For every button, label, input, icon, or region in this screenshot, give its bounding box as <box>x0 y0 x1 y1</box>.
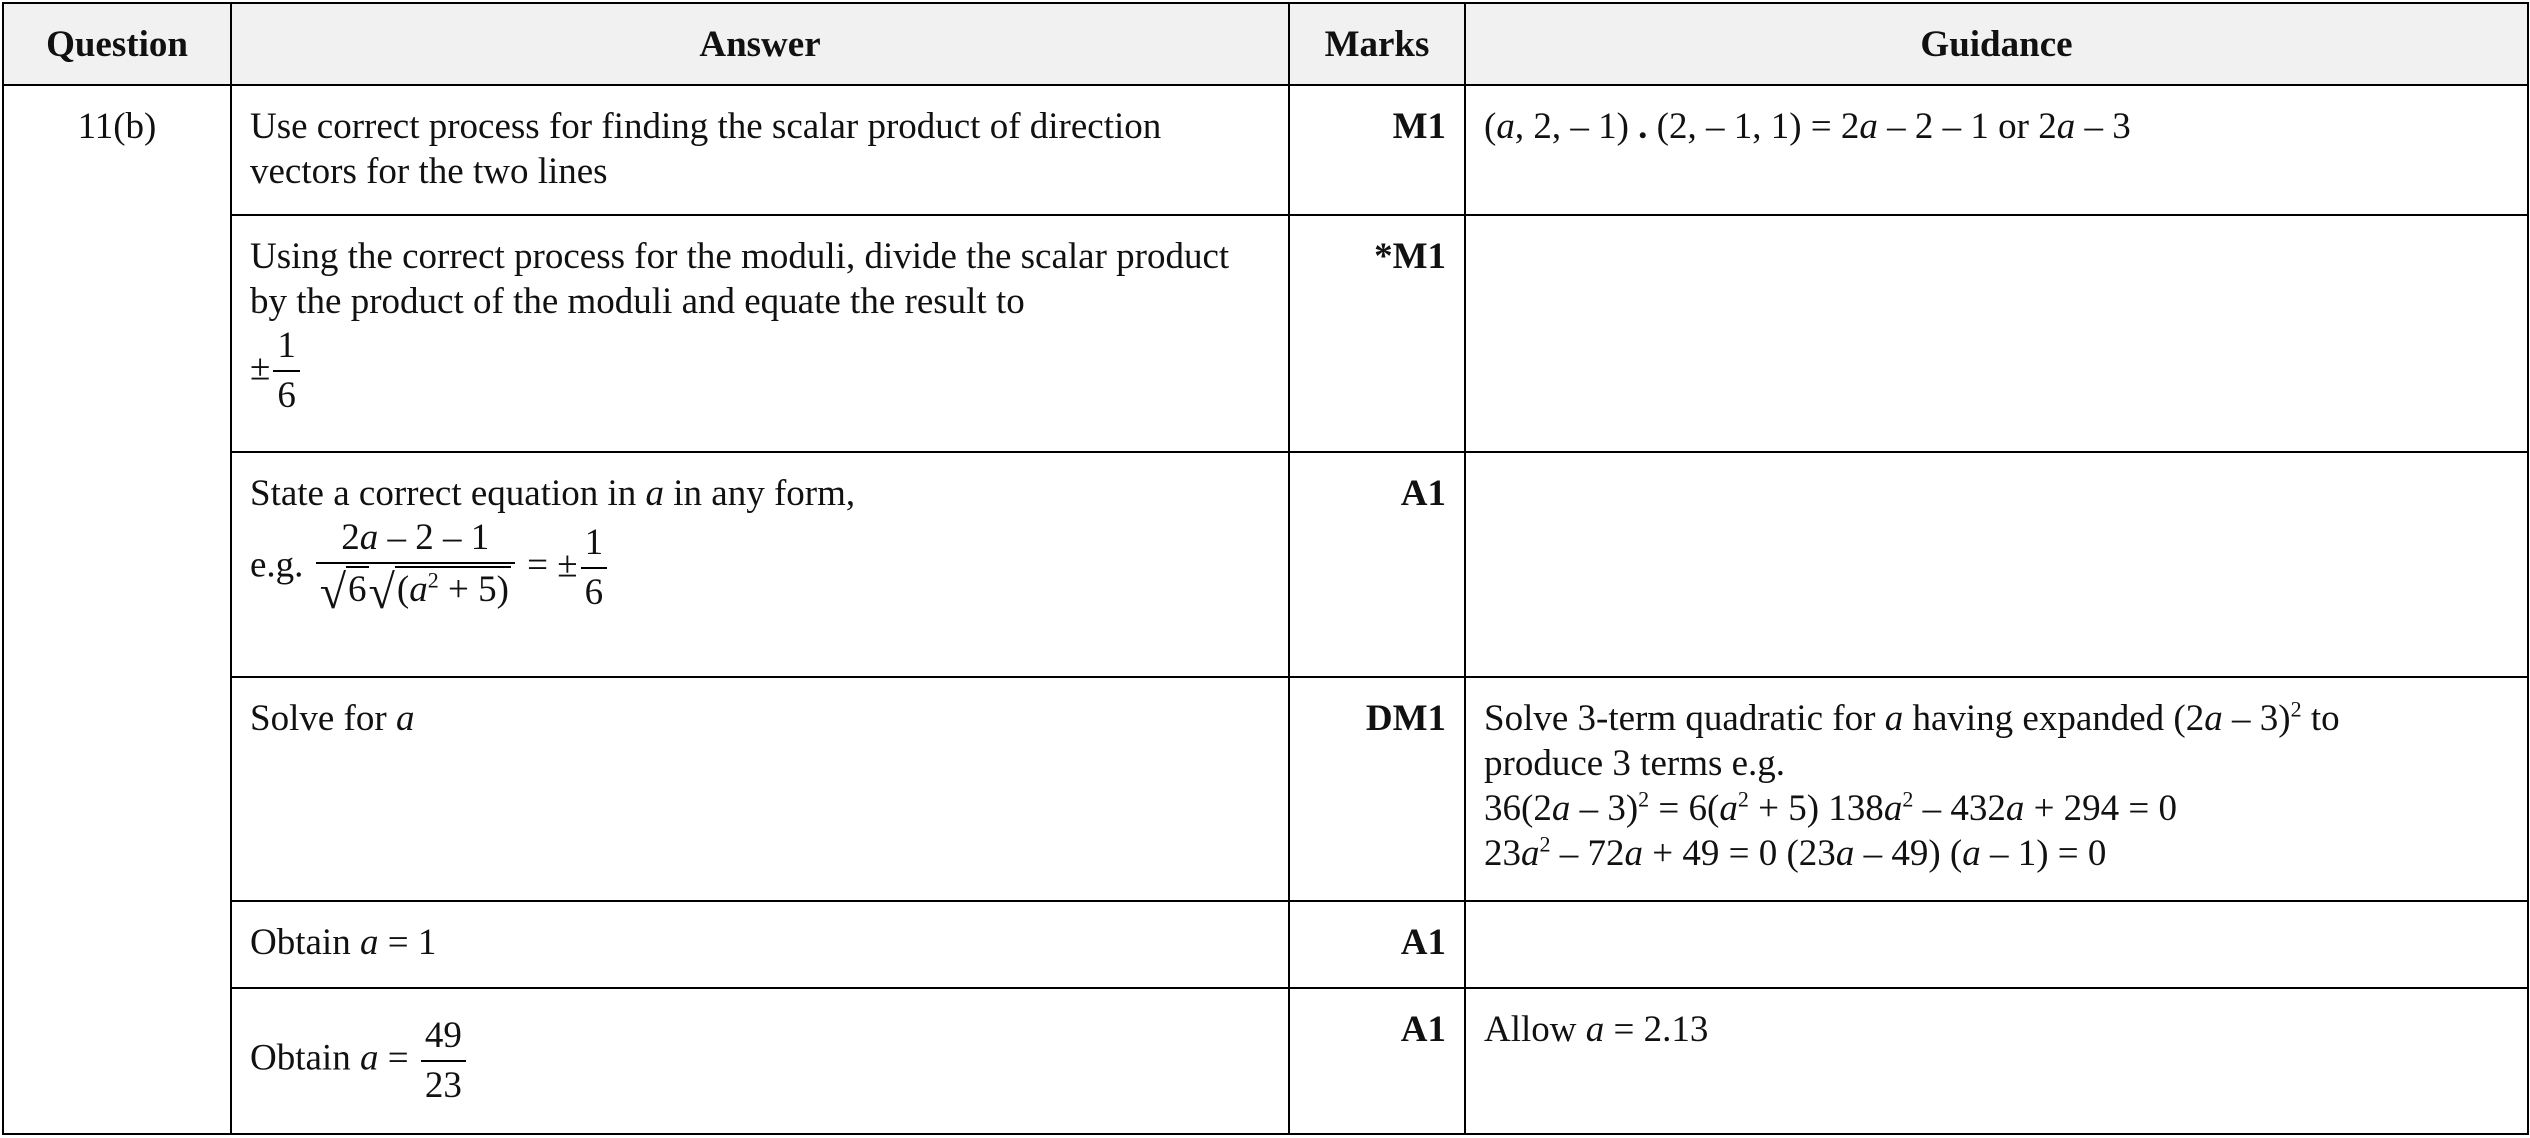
header-question: Question <box>3 3 231 85</box>
guidance-text: ( <box>1484 106 1497 147</box>
answer-var: a <box>645 473 665 515</box>
fraction-numerator: 1 <box>584 522 604 564</box>
guidance-text: + 294 = 0 <box>2024 788 2178 830</box>
guidance-text: – 432 <box>1913 788 2006 830</box>
header-answer: Answer <box>231 3 1289 85</box>
guidance-text: = 6( <box>1649 788 1720 830</box>
answer-text: in any form, <box>664 473 856 515</box>
guidance-text: Allow <box>1484 1009 1586 1051</box>
fraction <box>581 521 608 615</box>
fraction <box>273 324 300 418</box>
fraction <box>421 1014 466 1108</box>
guidance-exponent: 2 <box>2290 697 2302 723</box>
guidance-text: – 3) <box>2222 698 2291 740</box>
eq-text: – 2 – 1 <box>378 517 490 559</box>
answer-var: a <box>359 1037 379 1079</box>
mark-scheme-table <box>2 2 2529 1135</box>
guidance-var: a <box>1859 106 1878 147</box>
equation-fraction <box>316 516 515 620</box>
eq-text: 2 <box>341 517 360 559</box>
fraction-denominator: 6 <box>273 370 300 418</box>
guidance-text: + 49 = 0 (23 <box>1643 833 1836 875</box>
guidance-text: = 2.13 <box>1604 1009 1709 1051</box>
guidance-var: a <box>2056 106 2076 147</box>
table-row <box>3 677 2528 900</box>
guidance-var: a <box>1884 698 1904 740</box>
table-row <box>3 901 2528 989</box>
guidance-exponent: 2 <box>1902 787 1914 813</box>
guidance-cell <box>1465 901 2528 989</box>
guidance-text: having expanded (2 <box>1903 698 2205 740</box>
guidance-var: a <box>1496 106 1515 147</box>
guidance-text: to <box>2301 698 2340 740</box>
guidance-var: a <box>2005 788 2025 830</box>
mark-cell: M1 <box>1289 85 1465 215</box>
guidance-var: a <box>1719 788 1738 830</box>
table-row <box>3 85 2528 215</box>
eq-text: ) <box>496 569 509 611</box>
answer-cell <box>231 901 1289 989</box>
answer-var: a <box>359 921 379 963</box>
answer-text: = 1 <box>378 921 437 963</box>
guidance-cell <box>1465 215 2528 452</box>
fraction-denominator: 6 <box>581 567 608 615</box>
header-row <box>3 3 2528 85</box>
answer-cell <box>231 85 1289 215</box>
answer-cell <box>231 988 1289 1134</box>
guidance-text: – 3) <box>1570 788 1639 830</box>
guidance-text: – 1) = 0 <box>1980 833 2107 875</box>
guidance-text: – 2 – 1 or 2 <box>1877 106 2057 147</box>
guidance-var: a <box>1624 833 1643 875</box>
guidance-text: , 2, – 1) <box>1514 106 1639 147</box>
guidance-text: 23 <box>1484 833 1521 875</box>
eg-label: e.g. <box>250 544 313 586</box>
guidance-cell <box>1465 677 2528 900</box>
guidance-text: + 5) 138 <box>1748 788 1884 830</box>
fraction-denominator: 23 <box>421 1060 466 1108</box>
guidance-var: a <box>1962 833 1981 875</box>
mark-cell: A1 <box>1289 988 1465 1134</box>
answer-text: = <box>378 1037 418 1079</box>
answer-text: Solve for <box>250 698 396 740</box>
guidance-text: 36(2 <box>1484 788 1552 830</box>
equals-plus-minus: = ± <box>517 544 578 586</box>
guidance-dot: . <box>1638 106 1648 147</box>
mark-cell: A1 <box>1289 901 1465 989</box>
mark-cell: *M1 <box>1289 215 1465 452</box>
fraction-numerator: 1 <box>277 324 296 366</box>
guidance-text: produce 3 terms e.g. <box>1484 743 1786 785</box>
radicand: 6 <box>346 566 369 620</box>
guidance-var: a <box>1551 788 1571 830</box>
equation-numerator <box>337 516 493 562</box>
answer-text: Obtain <box>250 921 360 963</box>
table-row <box>3 452 2528 677</box>
guidance-text: – 49) ( <box>1854 833 1963 875</box>
guidance-text: – 72 <box>1550 833 1625 875</box>
guidance-text: – 3 <box>2075 106 2131 147</box>
mark-cell: A1 <box>1289 452 1465 677</box>
sqrt-expression: √ $(a^2 + 5)$ <box>368 566 509 620</box>
table-row <box>3 988 2528 1134</box>
table-row <box>3 215 2528 452</box>
eq-text: ( <box>396 569 410 611</box>
eq-var: a <box>359 517 379 559</box>
radicand <box>395 566 511 620</box>
answer-cell <box>231 215 1289 452</box>
question-number: 11(b) <box>3 85 231 1134</box>
plus-minus-sign: ± <box>250 347 271 389</box>
answer-text: Use correct process for finding the scalar product of direction vectors for the two lines <box>250 106 1162 192</box>
guidance-cell <box>1465 452 2528 677</box>
sqrt-six: √ 6 <box>319 566 367 620</box>
guidance-exponent: 2 <box>1737 787 1749 813</box>
guidance-cell <box>1465 988 2528 1134</box>
answer-var: a <box>395 698 415 740</box>
guidance-exponent: 2 <box>1539 832 1551 858</box>
guidance-text: (2, – 1, 1) = 2 <box>1647 106 1860 147</box>
answer-text: State a correct equation in <box>250 473 646 515</box>
guidance-var: a <box>2204 698 2223 740</box>
guidance-var: a <box>1835 833 1855 875</box>
eq-var: a <box>409 569 428 611</box>
equation-denominator <box>316 562 515 620</box>
answer-text: Obtain <box>250 1037 360 1079</box>
header-guidance: Guidance <box>1465 3 2528 85</box>
header-marks: Marks <box>1289 3 1465 85</box>
guidance-var: a <box>1585 1009 1605 1051</box>
guidance-var: a <box>1521 833 1540 875</box>
mark-cell: DM1 <box>1289 677 1465 900</box>
answer-text: Using the correct process for the moduli, divide the scalar product by the product of the moduli and equate the result to <box>250 235 1230 322</box>
guidance-exponent: 2 <box>1638 787 1650 813</box>
guidance-var: a <box>1883 788 1903 830</box>
answer-cell <box>231 677 1289 900</box>
guidance-cell <box>1465 85 2528 215</box>
answer-cell <box>231 452 1289 677</box>
guidance-text: Solve 3-term quadratic for <box>1484 698 1885 740</box>
eq-text: + 5 <box>438 569 497 611</box>
fraction-numerator: 49 <box>424 1015 462 1057</box>
eq-exponent: 2 <box>427 567 439 593</box>
